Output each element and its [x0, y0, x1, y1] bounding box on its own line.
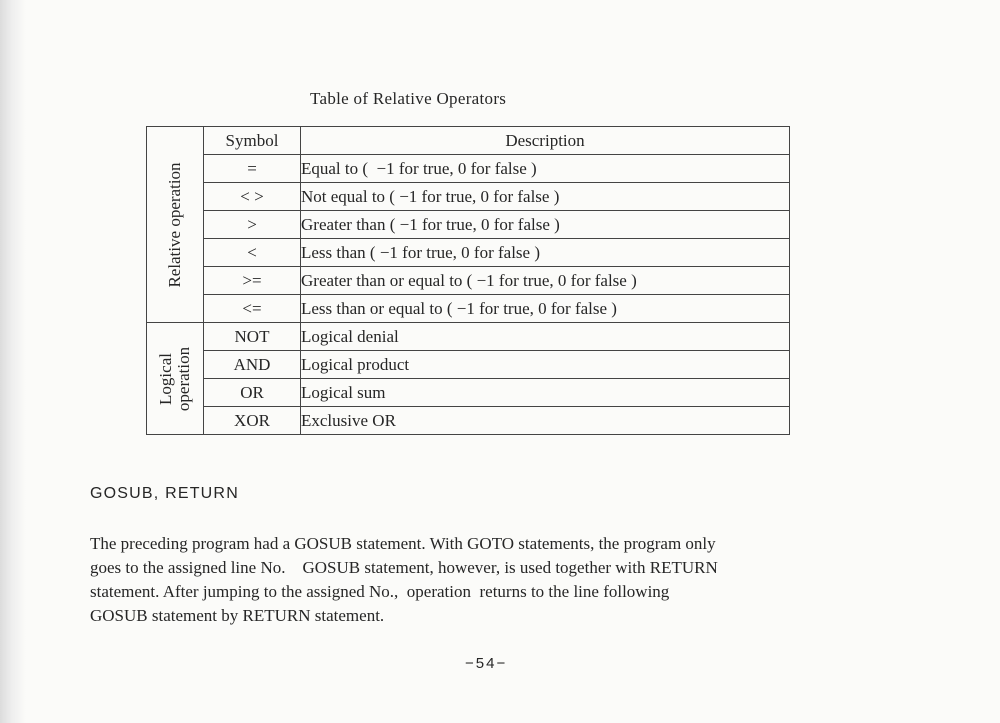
table-row — [147, 183, 790, 211]
table-row — [147, 323, 790, 351]
page-edge-shadow — [0, 0, 26, 723]
table-header-row — [147, 127, 790, 155]
group-label-logical — [157, 346, 193, 410]
paragraph-line: The preceding program had a GOSUB statement. With GOTO statements, the program only — [90, 534, 716, 553]
operator-symbol: > — [204, 211, 301, 239]
header-symbol: Symbol — [204, 127, 301, 155]
body-paragraph — [90, 532, 900, 628]
operator-symbol: AND — [204, 351, 301, 379]
group-label-logical-line2: operation — [174, 346, 193, 411]
group-cell-relative — [147, 127, 204, 323]
operator-symbol: OR — [204, 379, 301, 407]
paragraph-line: GOSUB statement by RETURN statement. — [90, 606, 385, 625]
group-label-relative: Relative operation — [165, 161, 184, 288]
section-heading: GOSUB, RETURN — [90, 485, 239, 502]
table-row — [147, 295, 790, 323]
page-number: −54− — [465, 655, 508, 672]
table-row — [147, 407, 790, 435]
table-title: Table of Relative Operators — [310, 89, 507, 108]
operator-description: Less than ( −1 for true, 0 for false ) — [301, 239, 790, 267]
operator-symbol: NOT — [204, 323, 301, 351]
operator-description: Exclusive OR — [301, 407, 790, 435]
operator-description: Greater than or equal to ( −1 for true, 0 for false ) — [301, 267, 790, 295]
operator-description: Logical product — [301, 351, 790, 379]
paragraph-line: statement. After jumping to the assigned No., operation returns to the line following — [90, 582, 670, 601]
table-row — [147, 379, 790, 407]
relative-operators-table — [146, 126, 790, 435]
operator-description: Logical sum — [301, 379, 790, 407]
operator-description: Logical denial — [301, 323, 790, 351]
operator-symbol: <= — [204, 295, 301, 323]
operator-description: Less than or equal to ( −1 for true, 0 for false ) — [301, 295, 790, 323]
group-cell-logical — [147, 323, 204, 435]
table-row — [147, 211, 790, 239]
operator-symbol: = — [204, 155, 301, 183]
table-row — [147, 267, 790, 295]
table-row — [147, 351, 790, 379]
operator-description: Not equal to ( −1 for true, 0 for false ) — [301, 183, 790, 211]
header-description: Description — [301, 127, 790, 155]
operator-description: Greater than ( −1 for true, 0 for false ) — [301, 211, 790, 239]
operator-symbol: XOR — [204, 407, 301, 435]
table-row — [147, 239, 790, 267]
group-label-logical-line1: Logical — [156, 352, 175, 405]
operator-symbol: < > — [204, 183, 301, 211]
operator-description: Equal to ( −1 for true, 0 for false ) — [301, 155, 790, 183]
table-row — [147, 155, 790, 183]
paragraph-line: goes to the assigned line No. GOSUB statement, however, is used together with RETURN — [90, 558, 718, 577]
operator-symbol: < — [204, 239, 301, 267]
operator-symbol: >= — [204, 267, 301, 295]
